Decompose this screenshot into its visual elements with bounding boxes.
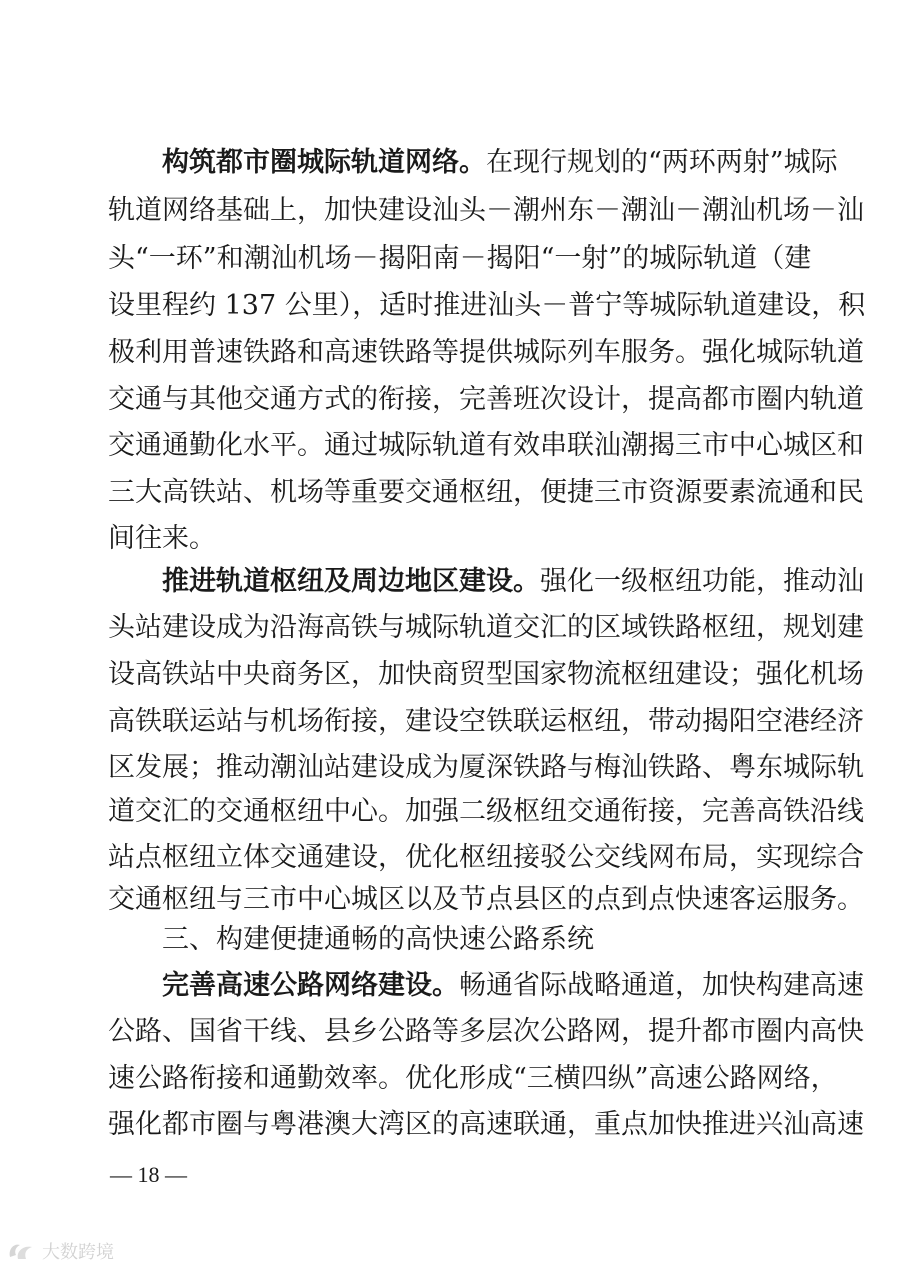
paragraph-2-line-8: 交通枢纽与三市中心城区以及节点县区的点到点快速客运服务。	[108, 884, 864, 915]
paragraph-2-line-2: 头站建设成为沿海高铁与城际轨道交汇的区域铁路枢纽，规划建	[108, 612, 864, 643]
watermark-text: 大数跨境	[42, 1242, 114, 1263]
paragraph-1-line-4: 设里程约 137 公里），适时推进汕头－普宁等城际轨道建设，积	[108, 290, 866, 321]
paragraph-1-line-1	[162, 141, 838, 185]
paragraph-3-line-3: 速公路衔接和通勤效率。优化形成“三横四纵”高速公路网络，	[108, 1063, 838, 1094]
brand-logo-icon	[6, 1239, 36, 1263]
watermark	[6, 1236, 114, 1266]
paragraph-1-line-3: 头“一环”和潮汕机场－揭阳南－揭阳“一射”的城际轨道（建	[108, 243, 812, 274]
section-heading: 三、构建便捷通畅的高快速公路系统	[162, 924, 594, 955]
paragraph-3-lead: 完善高速公路网络建设。	[162, 970, 459, 1001]
paragraph-2-line-4: 高铁联运站与机场衔接，建设空铁联运枢纽，带动揭阳空港经济	[108, 706, 864, 737]
paragraph-2-text: 强化一级枢纽功能，推动汕	[540, 566, 864, 597]
paragraph-3-line-4: 强化都市圈与粤港澳大湾区的高速联通，重点加快推进兴汕高速	[108, 1109, 864, 1140]
paragraph-2-line-3: 设高铁站中央商务区，加快商贸型国家物流枢纽建设；强化机场	[108, 659, 864, 690]
paragraph-3-text: 畅通省际战略通道，加快构建高速	[459, 970, 864, 1001]
page-number: — 18 —	[110, 1162, 187, 1187]
paragraph-3-line-1	[162, 964, 864, 1008]
paragraph-2-line-1	[162, 560, 864, 604]
paragraph-1-line-9: 间往来。	[108, 523, 216, 554]
paragraph-1-line-2: 轨道网络基础上，加快建设汕头－潮州东－潮汕－潮汕机场－汕	[108, 195, 864, 226]
paragraph-2-line-5: 区发展；推动潮汕站建设成为厦深铁路与梅汕铁路、粤东城际轨	[108, 752, 864, 783]
paragraph-1-text: 在现行规划的“两环两射”城际	[486, 147, 838, 178]
paragraph-1-line-7: 交通通勤化水平。通过城际轨道有效串联汕潮揭三市中心城区和	[108, 430, 864, 461]
paragraph-2-lead: 推进轨道枢纽及周边地区建设。	[162, 566, 540, 597]
paragraph-1-line-5: 极利用普速铁路和高速铁路等提供城际列车服务。强化城际轨道	[108, 337, 864, 368]
paragraph-2-line-7: 站点枢纽立体交通建设，优化枢纽接驳公交线网布局，实现综合	[108, 842, 864, 873]
paragraph-1-line-6: 交通与其他交通方式的衔接，完善班次设计，提高都市圈内轨道	[108, 384, 864, 415]
paragraph-1-lead: 构筑都市圈城际轨道网络。	[162, 147, 486, 178]
paragraph-1-line-8: 三大高铁站、机场等重要交通枢纽，便捷三市资源要素流通和民	[108, 477, 864, 508]
paragraph-2-line-6: 道交汇的交通枢纽中心。加强二级枢纽交通衔接，完善高铁沿线	[108, 796, 864, 827]
paragraph-3-line-2: 公路、国省干线、县乡公路等多层次公路网，提升都市圈内高快	[108, 1016, 864, 1047]
